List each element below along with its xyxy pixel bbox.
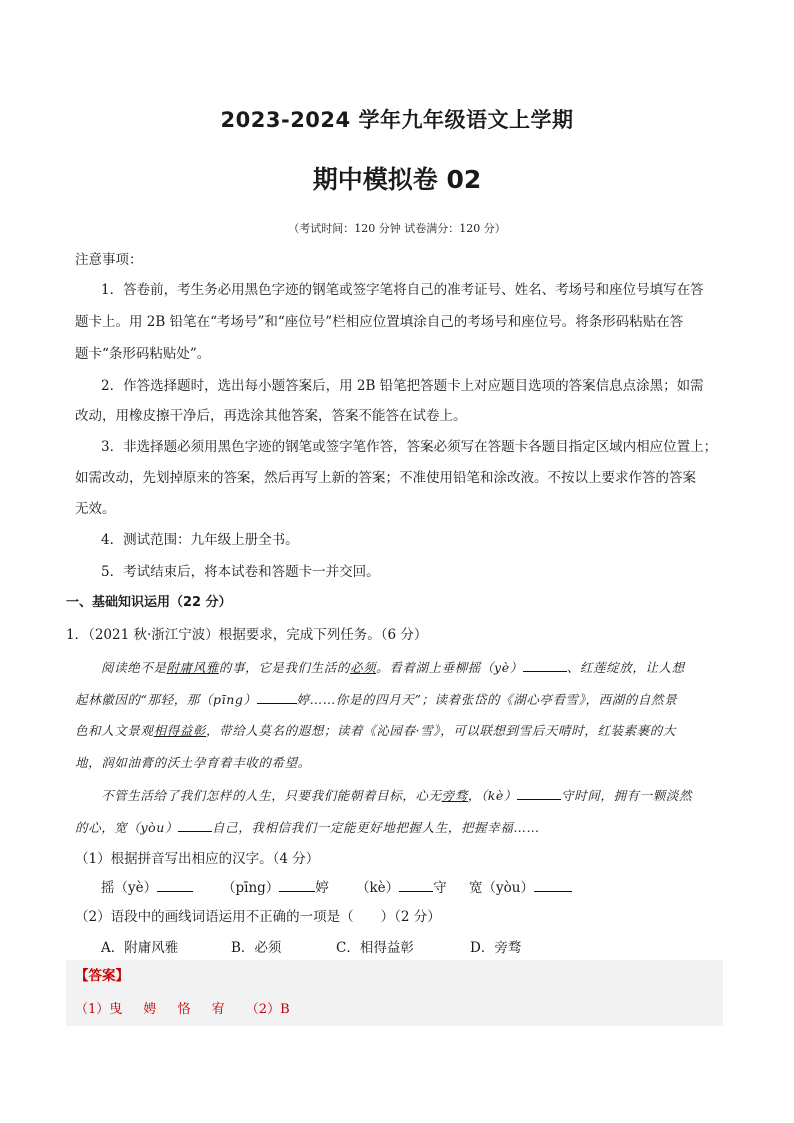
pinyin-suffix: 婷 xyxy=(315,880,329,896)
passage-text: 自己，我相信我们一定能更好地把握人生，把握幸福…… xyxy=(212,820,540,835)
passage-text: 。看着湖上垂柳摇（yè） xyxy=(376,660,523,675)
passage-text: 阅读绝不是 xyxy=(101,660,167,675)
answer-blank[interactable] xyxy=(523,657,567,672)
underlined-word: 相得益彰 xyxy=(153,723,207,738)
answer-blank[interactable] xyxy=(178,817,212,832)
option-a[interactable]: A．附庸风雅 xyxy=(101,940,179,956)
answer-blank[interactable] xyxy=(279,877,315,892)
pinyin-item xyxy=(101,877,193,898)
notice-heading: 注意事项： xyxy=(75,252,143,268)
notice-line: 如需改动，先划掉原来的答案，然后再写上新的答案；不准使用铅笔和涂改液。不按以上要求作答的答案 xyxy=(75,470,696,486)
pinyin-label: （pīng） xyxy=(222,880,280,896)
option-d[interactable]: D．旁骛 xyxy=(470,940,522,956)
pinyin-label: 宽（yòu） xyxy=(469,880,534,896)
passage-text: 的心，宽（yòu） xyxy=(75,820,179,835)
exam-title: 2023-2024 学年九年级语文上学期 xyxy=(220,108,574,132)
answer-text: （1）曳 娉 恪 宥 （2）B xyxy=(75,1002,290,1017)
notice-line: 2．作答选择题时，选出每小题答案后，用 2B 铅笔把答题卡上对应题目选项的答案信息点涂黑；如需 xyxy=(101,378,704,394)
pinyin-item xyxy=(356,877,447,898)
notice-line: 改动，用橡皮擦干净后，再选涂其他答案，答案不能答在试卷上。 xyxy=(75,408,467,424)
passage-line xyxy=(101,657,685,678)
passage-text: 婷……你是的四月天”；读着张岱的《湖心亭看雪》，西湖的自然景 xyxy=(296,692,678,707)
notice-line: 题卡上。用 2B 铅笔在“考场号”和“座位号”栏相应位置填涂自己的考场号和座位号。将条形码粘贴在答 xyxy=(75,314,684,330)
answer-blank[interactable] xyxy=(257,689,297,704)
answer-blank[interactable] xyxy=(534,877,572,892)
notice-line: 题卡“条形码粘贴处”。 xyxy=(75,346,211,362)
notice-line: 4．测试范围：九年级上册全书。 xyxy=(101,532,299,548)
option-c[interactable]: C．相得益彰 xyxy=(336,940,414,956)
pinyin-label: （kè） xyxy=(356,880,400,896)
passage-line xyxy=(75,689,677,710)
passage-line xyxy=(101,785,692,806)
underlined-word: 必须 xyxy=(349,660,377,675)
underlined-word: 附庸风雅 xyxy=(166,660,219,675)
passage-text: 、红莲绽放，让人想 xyxy=(566,660,685,675)
answer-blank[interactable] xyxy=(157,877,193,892)
passage-line xyxy=(75,817,540,838)
exam-time-info: （考试时间：120 分钟 试卷满分：120 分） xyxy=(288,222,506,235)
pinyin-suffix: 守 xyxy=(433,880,447,896)
pinyin-label: 摇（yè） xyxy=(101,880,158,896)
notice-line: 5．考试结束后，将本试卷和答题卡一并交回。 xyxy=(101,564,380,580)
passage-text: 不管生活给了我们怎样的人生，只要我们能朝着目标，心无 xyxy=(101,788,442,803)
passage-text: ，（kè） xyxy=(467,788,518,803)
answer-box xyxy=(66,960,723,1026)
sub-question-2: （2）语段中的画线词语运用不正确的一项是（ ）（2 分） xyxy=(75,909,441,925)
passage-text: 的事，它是我们生活的 xyxy=(218,660,350,675)
passage-text: 起林徽因的“那轻，那（pīng） xyxy=(75,692,257,707)
notice-line: 无效。 xyxy=(75,501,116,517)
passage-text: 色和人文景观 xyxy=(75,723,154,738)
option-b[interactable]: B．必须 xyxy=(231,940,282,956)
sub-question-1: （1）根据拼音写出相应的汉字。（4 分） xyxy=(75,851,320,867)
passage-line: 地，润如油膏的沃土孕育着丰收的希望。 xyxy=(75,755,311,770)
passage-line xyxy=(75,721,676,741)
answer-blank[interactable] xyxy=(399,877,433,892)
exam-subtitle-title: 期中模拟卷 02 xyxy=(312,165,482,194)
answer-blank[interactable] xyxy=(517,785,561,800)
underlined-word: 旁骛 xyxy=(441,788,468,803)
answer-label: 【答案】 xyxy=(75,968,129,984)
pinyin-item xyxy=(222,877,329,898)
section-heading: 一、基础知识运用（22 分） xyxy=(66,595,232,610)
pinyin-item xyxy=(469,877,572,898)
question-1-stem: 1．（2021 秋·浙江宁波）根据要求，完成下列任务。（6 分） xyxy=(66,627,428,643)
notice-line: 3．非选择题必须用黑色字迹的钢笔或签字笔作答，答案必须写在答题卡各题目指定区域内相应位置上； xyxy=(101,439,718,455)
notice-line: 1．答卷前，考生务必用黑色字迹的钢笔或签字笔将自己的准考证号、姓名、考场号和座位号填写在答 xyxy=(101,282,704,298)
passage-text: 守时间，拥有一颗淡然 xyxy=(561,788,693,803)
passage-text: ，带给人莫名的遐想；读着《沁园春·雪》，可以联想到雪后天晴时，红装素裹的大 xyxy=(206,723,676,738)
